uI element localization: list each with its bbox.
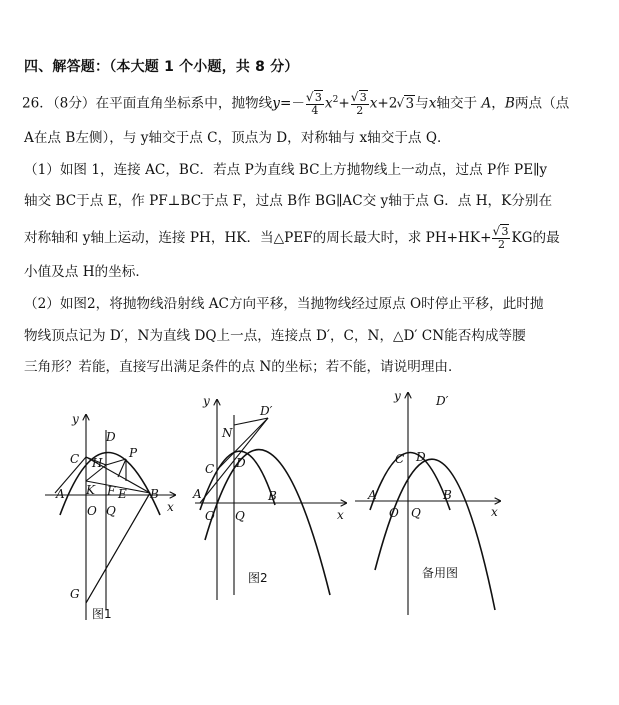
- problem-text-1c: 轴交于: [436, 95, 478, 112]
- formula-eq: =－: [279, 95, 305, 112]
- fig3-label-x: x: [491, 505, 498, 519]
- problem-text-1a: 在平面直角坐标系中，抛物线: [95, 95, 273, 112]
- problem-text-1b: 与: [415, 95, 429, 112]
- formula-sqrt-1: 3: [314, 90, 322, 104]
- figures-area: [0, 385, 619, 705]
- part1-frac: √ $\frac{3}{2}$: [492, 226, 510, 251]
- formula-sqrt-3: 3: [405, 95, 415, 112]
- formula-frac-2: [351, 92, 369, 117]
- fig3-label-a: A: [368, 488, 377, 502]
- fig2-label-q: Q: [235, 509, 245, 523]
- fig1-label-c: C: [70, 452, 80, 466]
- fig3-label-o: O: [389, 506, 399, 520]
- fig2-label-b: B: [268, 489, 277, 503]
- problem-number: 26．（8分）: [22, 95, 96, 112]
- formula-plus2: +2: [377, 95, 398, 112]
- problem-line-2: A在点 B左侧），与 y轴交于点 C，顶点为 D，对称轴与 x轴交于点 Q．: [24, 130, 451, 146]
- part2-line-1: （2）如图2，将抛物线沿射线 AC方向平移，当抛物线经过原点 O时停止平移，此时抛: [24, 296, 544, 312]
- fig3-label-y: y: [394, 389, 401, 403]
- formula-frac-1: [306, 92, 324, 117]
- fig1-label-p: P: [129, 446, 138, 460]
- fig1-label-o: O: [87, 504, 97, 518]
- fig1-label-g: G: [70, 587, 80, 601]
- part1-line-2: 轴交 BC于点 E，作 PF⊥BC于点 F，过点 B作 BG∥AC交 y轴于点 G．点 H，K分别在: [24, 193, 553, 209]
- formula-sqrt-2: 3: [359, 90, 367, 104]
- formula-square: 2: [332, 95, 339, 105]
- formula-x2: x: [324, 95, 333, 112]
- fig1-line-ph: [106, 459, 126, 465]
- fig3-parabola-shifted: [375, 459, 495, 610]
- section-title: 四、解答题：（本大题 1 个小题，共 8 分）: [24, 59, 299, 75]
- formula-den-2: 2: [356, 103, 364, 117]
- fig1-caption: 图1: [92, 607, 112, 621]
- fig2-label-x: x: [337, 508, 344, 522]
- part2-line-2: 物线顶点记为 D′，N为直线 DQ上一点，连接点 D′，C，N，△D′ CN能否构成等腰: [24, 328, 526, 344]
- fig1-label-x: x: [167, 500, 174, 514]
- part1-line-3a: 对称轴和 y轴上运动，连接 PH，HK．当△PEF的周长最大时，求 PH+HK+: [24, 230, 492, 246]
- fig1-label-b: B: [150, 487, 159, 501]
- figure-1-labels: [55, 412, 174, 621]
- fig2-label-a: A: [193, 487, 202, 501]
- part1-line-3b: KG的最: [511, 230, 560, 246]
- fig1-label-q: Q: [106, 504, 116, 518]
- fig1-line-pf: [118, 459, 126, 477]
- part1-line-1: （1）如图 1，连接 AC，BC．若点 P为直线 BC上方抛物线上一动点，过点 P作 PE∥y: [24, 162, 548, 178]
- formula-den-4: 4: [311, 103, 319, 117]
- fig3-label-c: C: [395, 452, 405, 466]
- fig1-label-f: F: [107, 484, 116, 498]
- figure-3-labels: [367, 389, 498, 580]
- fig1-label-k: K: [86, 483, 95, 497]
- fig3-label-d-prime: D′: [436, 394, 449, 408]
- fig2-label-o: O: [205, 509, 215, 523]
- fig1-label-h: H: [92, 456, 103, 470]
- figure-2-labels: [192, 394, 344, 585]
- fig2-label-n: N: [222, 426, 233, 440]
- fig3-label-b: B: [443, 488, 452, 502]
- formula-x: x: [369, 95, 378, 112]
- fig3-label-q: Q: [411, 506, 421, 520]
- figure-3: [355, 393, 500, 615]
- fig1-label-a: A: [56, 487, 65, 501]
- fig2-label-d: D: [236, 456, 246, 470]
- fig1-label-e: E: [118, 487, 127, 501]
- formula-plus: +: [338, 95, 350, 112]
- problem-line-1: 26．（8分）在平面直角坐标系中，抛物线y=－ √ $\frac{3}{4}$ $x^2+$ √ $\frac{3}{2}$ x+2√ 3与x轴交于 A，B两点（点: [22, 90, 569, 117]
- fig1-label-d: D: [106, 430, 116, 444]
- fig2-label-y: y: [203, 394, 210, 408]
- fig3-caption: 备用图: [422, 566, 459, 580]
- fig2-label-c: C: [205, 462, 215, 476]
- fig3-label-d: D: [416, 450, 426, 464]
- problem-text-1d: 两点（点: [514, 95, 570, 112]
- part1-line-3: [24, 226, 560, 251]
- part2-line-3: 三角形？若能，直接写出满足条件的点 N的坐标；若不能，请说明理由．: [24, 359, 462, 375]
- fig1-label-y: y: [72, 412, 79, 426]
- fig2-caption: 图2: [248, 571, 268, 585]
- formula-y: y: [272, 95, 280, 112]
- fig2-label-d-prime: D′: [260, 404, 273, 418]
- part1-line-4: 小值及点 H的坐标．: [24, 264, 149, 280]
